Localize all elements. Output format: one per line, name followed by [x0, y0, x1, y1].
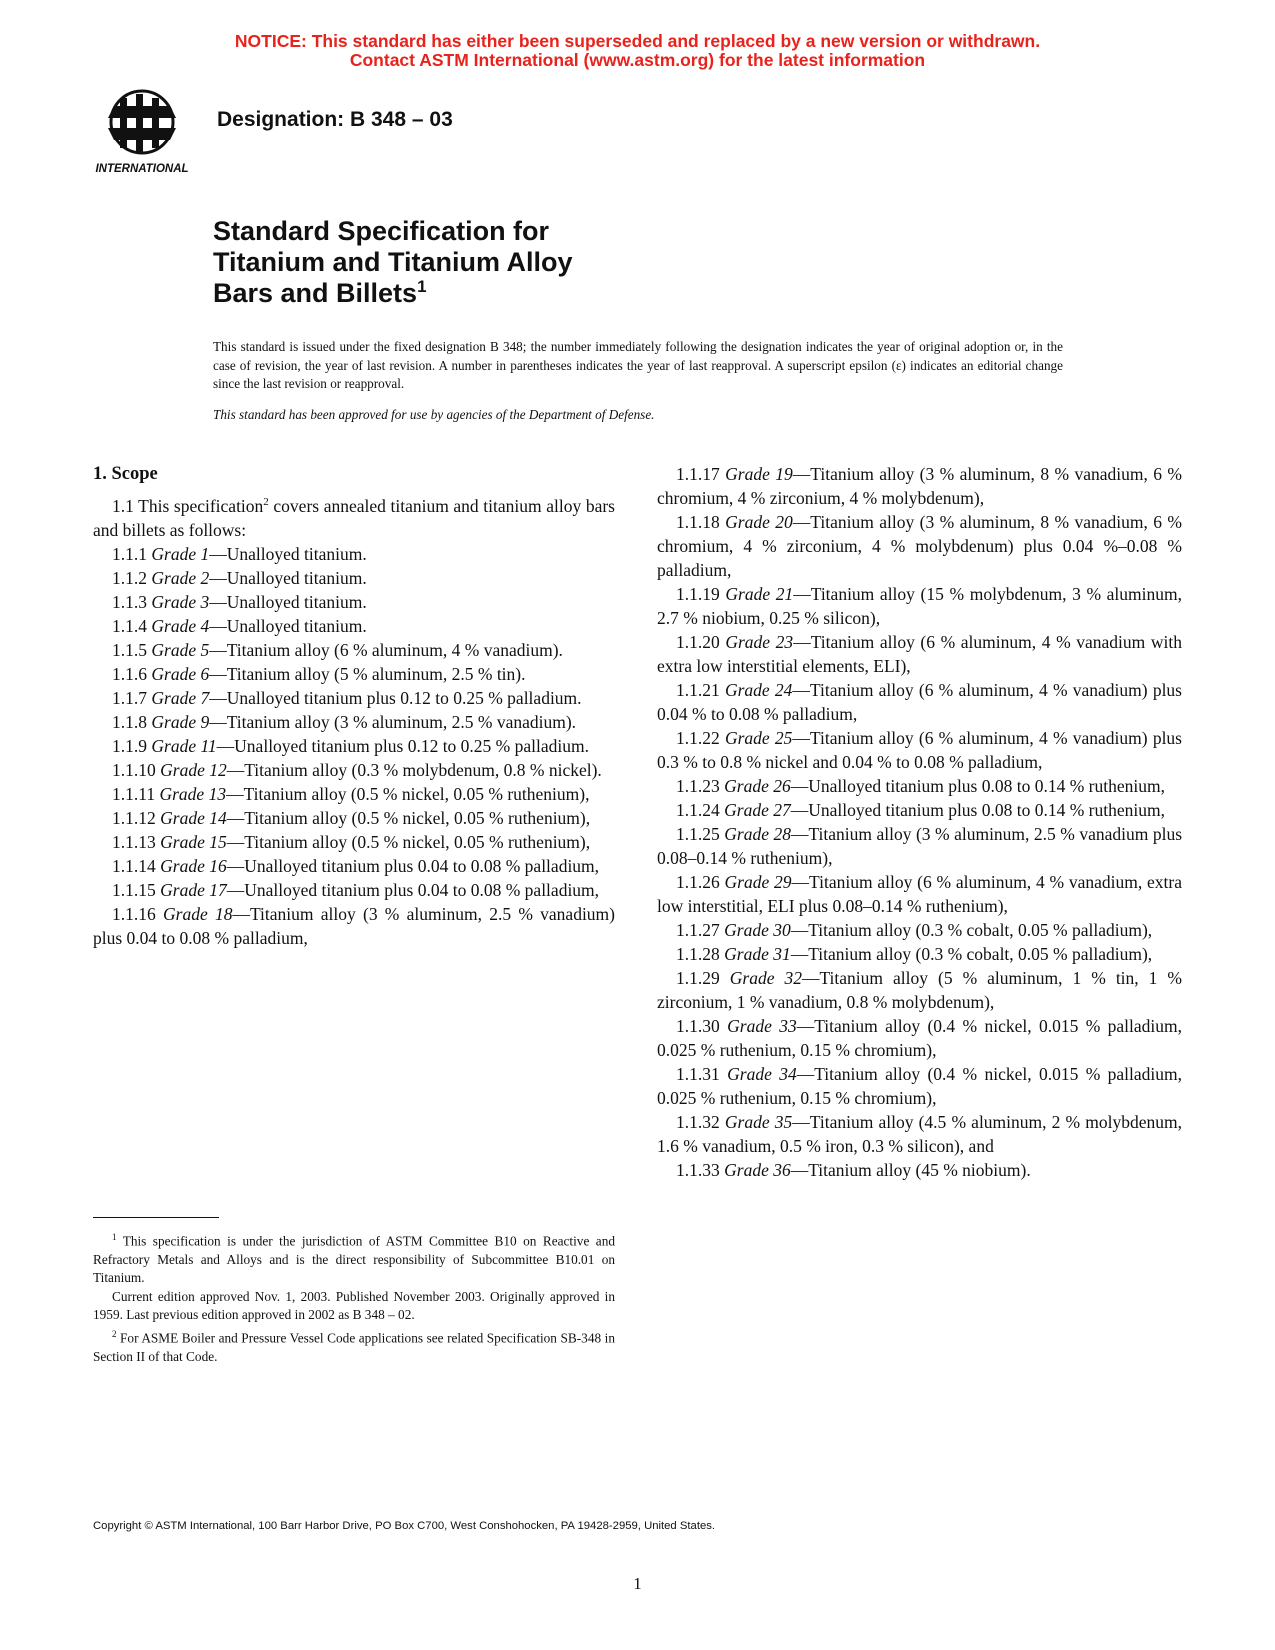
grade-item: 1.1.7 Grade 7—Unalloyed titanium plus 0.12 to 0.25 % palladium.	[112, 687, 582, 708]
logo-subtitle: INTERNATIONAL	[95, 163, 189, 175]
grade-item: 1.1.23 Grade 26—Unalloyed titanium plus 0.08 to 0.14 % ruthenium,	[676, 776, 1165, 796]
grade-item: 1.1.1 Grade 1—Unalloyed titanium.	[112, 543, 367, 564]
astm-logo	[92, 86, 196, 178]
designation: Designation: B 348 – 03	[217, 108, 453, 131]
right-column	[657, 462, 1182, 1182]
grade-item: 1.1.3 Grade 3—Unalloyed titanium.	[112, 591, 367, 612]
issued-note: This standard is issued under the fixed designation B 348; the number immediately following the designation indicates the year of original adoption or, in the case of revision, the year of last revision. A number in parentheses indicates the year of last reapproval. A superscript epsilon (ε) indicates an editorial change since the last revision or reapproval.	[213, 339, 1063, 391]
grade-item: 1.1.33 Grade 36—Titanium alloy (45 % niobium).	[676, 1160, 1031, 1180]
grade-item: 1.1.32 Grade 35—Titanium alloy (4.5 % aluminum, 2 % molybdenum, 1.6 % vanadium, 0.5 % iron, 0.3 % silicon), and	[657, 1112, 1183, 1156]
grade-item: 1.1.6 Grade 6—Titanium alloy (5 % aluminum, 2.5 % tin).	[112, 663, 526, 684]
grade-item: 1.1.21 Grade 24—Titanium alloy (6 % aluminum, 4 % vanadium) plus 0.04 % to 0.08 % palladium,	[657, 680, 1182, 724]
document-title	[213, 216, 573, 309]
grade-item: 1.1.29 Grade 32—Titanium alloy (5 % aluminum, 1 % tin, 1 % zirconium, 1 % vanadium, 0.8 % molybdenum),	[657, 968, 1182, 1012]
scope-intro: 1.1 This specification$^2$ covers annealed titanium and titanium alloy bars and billets as follows:	[93, 495, 615, 540]
grade-item: 1.1.22 Grade 25—Titanium alloy (6 % aluminum, 4 % vanadium) plus 0.3 % to 0.8 % nickel and 0.04 % to 0.08 % palladium,	[657, 728, 1182, 772]
dod-note: This standard has been approved for use by agencies of the Department of Defense.	[213, 407, 655, 422]
grade-item: 1.1.14 Grade 16—Unalloyed titanium plus 0.04 to 0.08 % palladium,	[112, 855, 600, 876]
grade-item: 1.1.8 Grade 9—Titanium alloy (3 % aluminum, 2.5 % vanadium).	[112, 711, 577, 732]
grade-item: 1.1.25 Grade 28—Titanium alloy (3 % aluminum, 2.5 % vanadium plus 0.08–0.14 % ruthenium),	[657, 824, 1183, 868]
notice-line-1: NOTICE: This standard has either been superseded and replaced by a new version or withdrawn.	[234, 31, 1041, 51]
grade-item: 1.1.12 Grade 14—Titanium alloy (0.5 % nickel, 0.05 % ruthenium),	[112, 807, 591, 828]
grade-item: 1.1.30 Grade 33—Titanium alloy (0.4 % nickel, 0.015 % palladium, 0.025 % ruthenium, 0.15 % chromium),	[657, 1016, 1183, 1060]
grade-item: 1.1.20 Grade 23—Titanium alloy (6 % aluminum, 4 % vanadium with extra low interstitial elements, ELI),	[657, 632, 1183, 676]
footnote-2: $^2$ For ASME Boiler and Pressure Vessel Code applications see related Specification SB-348 in Section II of that Code.	[93, 1328, 615, 1364]
footnotes	[93, 1228, 615, 1366]
title-line-3: Bars and Billets	[213, 278, 418, 308]
grade-item: 1.1.15 Grade 17—Unalloyed titanium plus 0.04 to 0.08 % palladium,	[112, 879, 600, 900]
grade-item: 1.1.5 Grade 5—Titanium alloy (6 % aluminum, 4 % vanadium).	[112, 639, 563, 660]
intro-footnote-ref: 2	[263, 496, 269, 508]
grade-item: 1.1.27 Grade 30—Titanium alloy (0.3 % cobalt, 0.05 % palladium),	[676, 920, 1153, 940]
grade-item: 1.1.4 Grade 4—Unalloyed titanium.	[112, 615, 367, 636]
grade-item: 1.1.19 Grade 21—Titanium alloy (15 % molybdenum, 3 % aluminum, 2.7 % niobium, 0.25 % silicon),	[657, 584, 1183, 628]
grade-item: 1.1.2 Grade 2—Unalloyed titanium.	[112, 567, 367, 588]
page-number: 1	[633, 1574, 642, 1593]
grade-item: 1.1.16 Grade 18—Titanium alloy (3 % aluminum, 2.5 % vanadium) plus 0.04 to 0.08 % palladium,	[93, 903, 615, 948]
footnote-1-edition: Current edition approved Nov. 1, 2003. Published November 2003. Originally approved in 1959. Last previous edition approved in 2002 as B 348 – 02.	[93, 1288, 615, 1323]
scope-heading: 1. Scope	[93, 464, 158, 484]
title-footnote-ref: 1	[417, 277, 427, 296]
left-column	[93, 462, 615, 950]
grade-item: 1.1.10 Grade 12—Titanium alloy (0.3 % molybdenum, 0.8 % nickel).	[112, 759, 602, 780]
grade-item: 1.1.13 Grade 15—Titanium alloy (0.5 % nickel, 0.05 % ruthenium),	[112, 831, 591, 852]
notice-line-2: Contact ASTM International (www.astm.org) for the latest information	[349, 50, 926, 70]
grade-item: 1.1.26 Grade 29—Titanium alloy (6 % aluminum, 4 % vanadium, extra low interstitial, ELI plus 0.08–0.14 % ruthenium),	[657, 872, 1182, 916]
grade-item: 1.1.18 Grade 20—Titanium alloy (3 % aluminum, 8 % vanadium, 6 % chromium, 4 % zirconium, 4 % molybdenum) plus 0.04 %–0.08 % palladium,	[657, 512, 1182, 580]
title-line-2: Titanium and Titanium Alloy	[213, 247, 573, 277]
grade-item: 1.1.11 Grade 13—Titanium alloy (0.5 % nickel, 0.05 % ruthenium),	[112, 783, 590, 804]
grade-item: 1.1.31 Grade 34—Titanium alloy (0.4 % nickel, 0.015 % palladium, 0.025 % ruthenium, 0.15 % chromium),	[657, 1064, 1183, 1108]
withdrawal-notice	[0, 32, 1275, 70]
copyright: Copyright © ASTM International, 100 Barr Harbor Drive, PO Box C700, West Conshohocken, PA 19428-2959, United States.	[93, 1520, 716, 1532]
astm-logo-icon	[92, 86, 196, 178]
grade-item: 1.1.17 Grade 19—Titanium alloy (3 % aluminum, 8 % vanadium, 6 % chromium, 4 % zirconium, 4 % molybdenum),	[657, 464, 1182, 508]
grade-item: 1.1.28 Grade 31—Titanium alloy (0.3 % cobalt, 0.05 % palladium),	[676, 944, 1153, 964]
grade-item: 1.1.24 Grade 27—Unalloyed titanium plus 0.08 to 0.14 % ruthenium,	[676, 800, 1165, 820]
footnote-rule	[93, 1217, 219, 1218]
title-line-1: Standard Specification for	[213, 216, 550, 246]
footnote-1: $^1$ This specification is under the jurisdiction of ASTM Committee B10 on Reactive and Refractory Metals and Alloys and is the direct responsibility of Subcommittee B10.01 on Titanium.	[93, 1232, 615, 1286]
grade-item: 1.1.9 Grade 11—Unalloyed titanium plus 0.12 to 0.25 % palladium.	[112, 735, 589, 756]
